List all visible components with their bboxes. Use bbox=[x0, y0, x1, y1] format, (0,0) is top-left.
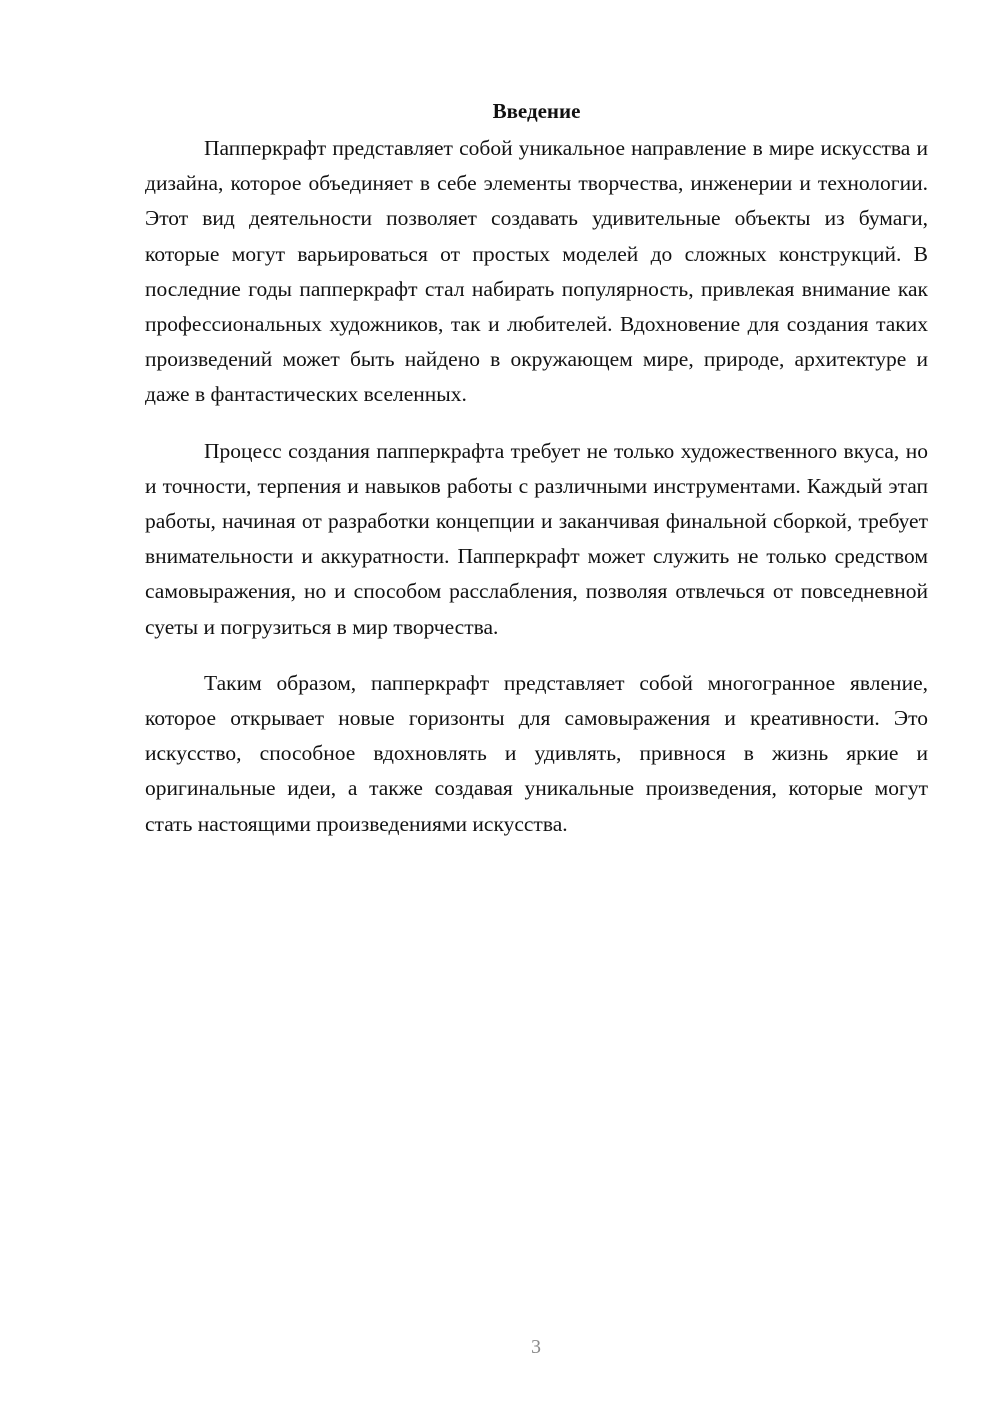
section-title: Введение bbox=[492, 99, 581, 123]
paragraph-2: Процесс создания папперкрафта требует не только художественного вкуса, но и точности, терпения и навыков работы с различными инструментами. Каждый этап работы, начиная от разработки концепции и заканчивая финальной сборкой, требует внимательности и аккуратности. Папперкрафт может служить не только средством самовыражения, но и способом расслабления, позволяя отвлечься от повседневной суеты и погрузиться в мир творчества. bbox=[145, 438, 928, 639]
paragraph-3: Таким образом, папперкрафт представляет собой многогранное явление, которое открывает новые горизонты для самовыражения и креативности. Это искусство, способное вдохновлять и удивлять, привнося в жизнь яркие и оригинальные идеи, а также создавая уникальные произведения, которые могут стать настоящими произведениями искусства. bbox=[145, 670, 928, 836]
paragraph-1: Папперкрафт представляет собой уникальное направление в мире искусства и дизайна, которое объединяет в себе элементы творчества, инженерии и технологии. Этот вид деятельности позволяет создавать удивительные объекты из бумаги, которые могут варьироваться от простых моделей до сложных конструкций. В последние годы папперкрафт стал набирать популярность, привлекая внимание как профессиональных художников, так и любителей. Вдохновение для создания таких произведений может быть найдено в окружающем мире, природе, архитектуре и даже в фантастических вселенных. bbox=[145, 136, 928, 407]
page-content bbox=[145, 96, 928, 863]
page-number: 3 bbox=[531, 1336, 541, 1358]
